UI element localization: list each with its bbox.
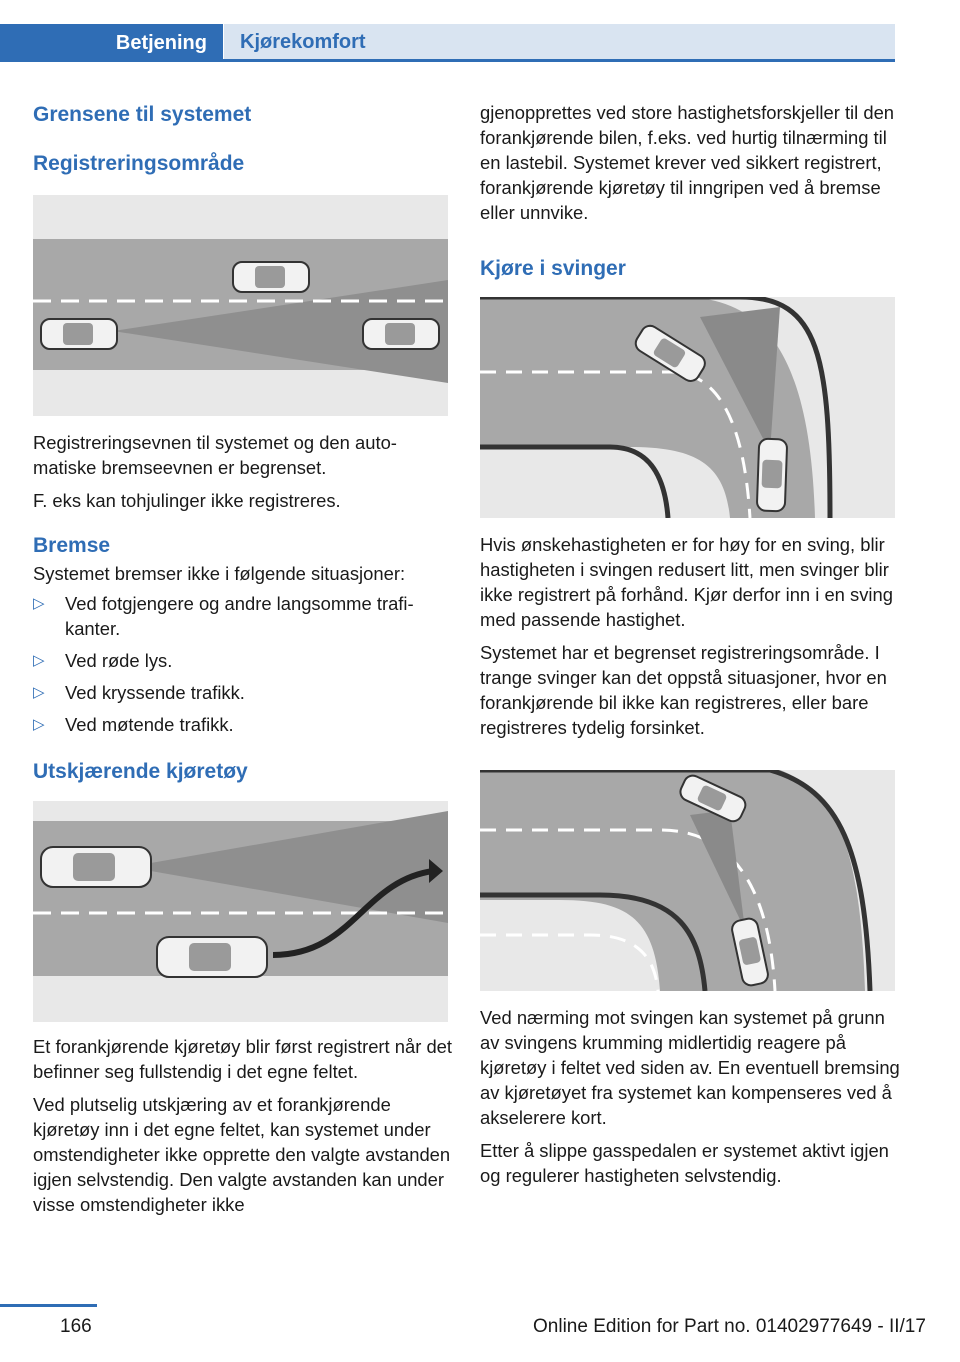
right-column <box>480 100 900 1188</box>
triangle-bullet-icon: ▷ <box>33 595 45 612</box>
list-item <box>33 680 453 705</box>
car-icon <box>363 319 439 349</box>
paragraph: Etter å slippe gasspedalen er systemet aktivt igjen og regulerer hastigheten selvstendig. <box>480 1140 889 1186</box>
list-item-text: Ved møtende trafikk. <box>65 714 234 735</box>
edition-text: Online Edition for Part no. 01402977649 - II/17 <box>533 1316 926 1337</box>
paragraph: Systemet bremser ikke i følgende situasjoner: <box>33 563 406 584</box>
heading-cutout: Utskjærende kjøretøy <box>33 760 248 783</box>
paragraph: Ved plutselig utskjæring av et forankjørende kjøretøy inn i det egne feltet, kan systemet under omstendigheter ikke opprette den valgte avstanden igjen selvstendig. Den valgte avstanden kan under visse omstendigheter ikke <box>33 1094 451 1215</box>
paragraph: gjenopprettes ved store hastighetsforskjeller til den forankjørende bilen, f.eks. ved hurtig tilnærming til en lastebil. Systemet krever ved sikkert registrert, forankjørende kjøretøy til inngripen ved å bremse eller unnvike. <box>480 102 895 223</box>
figure-curve-2 <box>480 770 895 991</box>
tab-betjening[interactable]: Betjening <box>0 24 223 62</box>
list-item <box>33 591 453 641</box>
left-column <box>33 100 453 1217</box>
car-icon <box>233 262 309 292</box>
car-icon <box>757 439 787 512</box>
list-item <box>33 712 453 737</box>
paragraph: Systemet har et begrenset registreringsområde. I trange svinger kan det oppstå situasjoner, hvor en forankjørende bil ikke kan registreres, eller bare registreres tydelig forsinket. <box>480 642 887 738</box>
paragraph: Registreringsevnen til systemet og den automatiske bremseevnen er begrenset. <box>33 432 397 478</box>
list-item-text: Ved fotgjengere og andre langsomme trafikanter. <box>65 593 414 639</box>
paragraph: Ved nærming mot svingen kan systemet på grunn av svingens krumming midlertidig reagere på kjøretøy i feltet ved siden av. En eventuell bremsing av kjøretøyet fra systemet kan kompenseres ved å akselerere kort. <box>480 1007 900 1128</box>
list-item <box>33 648 453 673</box>
triangle-bullet-icon: ▷ <box>33 652 45 669</box>
car-icon <box>41 847 151 887</box>
triangle-bullet-icon: ▷ <box>33 716 45 733</box>
car-icon <box>41 319 117 349</box>
car-icon <box>157 937 267 977</box>
heading-curves: Kjøre i svinger <box>480 257 626 280</box>
heading-range: Registreringsområde <box>33 152 245 175</box>
list-item-text: Ved røde lys. <box>65 650 173 671</box>
paragraph: Hvis ønskehastigheten er for høy for en sving, blir hastigheten i svingen redusert litt, men svinger blir ikke registrert på forhånd. Kjør derfor inn i en sving med passende hastighet. <box>480 534 893 630</box>
paragraph: Et forankjørende kjøretøy blir først registrert når det befinner seg fullstendig i det egne feltet. <box>33 1036 453 1082</box>
header-rule <box>0 59 895 62</box>
figure-detection-range <box>33 195 448 416</box>
figure-cutout-vehicle <box>33 801 448 1022</box>
tab-kjorekomfort[interactable]: Kjørekomfort <box>224 24 895 60</box>
heading-brake: Bremse <box>33 534 111 557</box>
footer-rule <box>0 1304 97 1307</box>
page-header <box>0 0 960 62</box>
paragraph: F. eks kan tohjulinger ikke registreres. <box>33 490 341 511</box>
list-item-text: Ved kryssende trafikk. <box>65 682 245 703</box>
heading-limits: Grensene til systemet <box>33 103 252 126</box>
page-number: 166 <box>60 1316 92 1337</box>
bullet-list <box>33 591 453 737</box>
triangle-bullet-icon: ▷ <box>33 684 45 701</box>
figure-curve-1 <box>480 297 895 518</box>
